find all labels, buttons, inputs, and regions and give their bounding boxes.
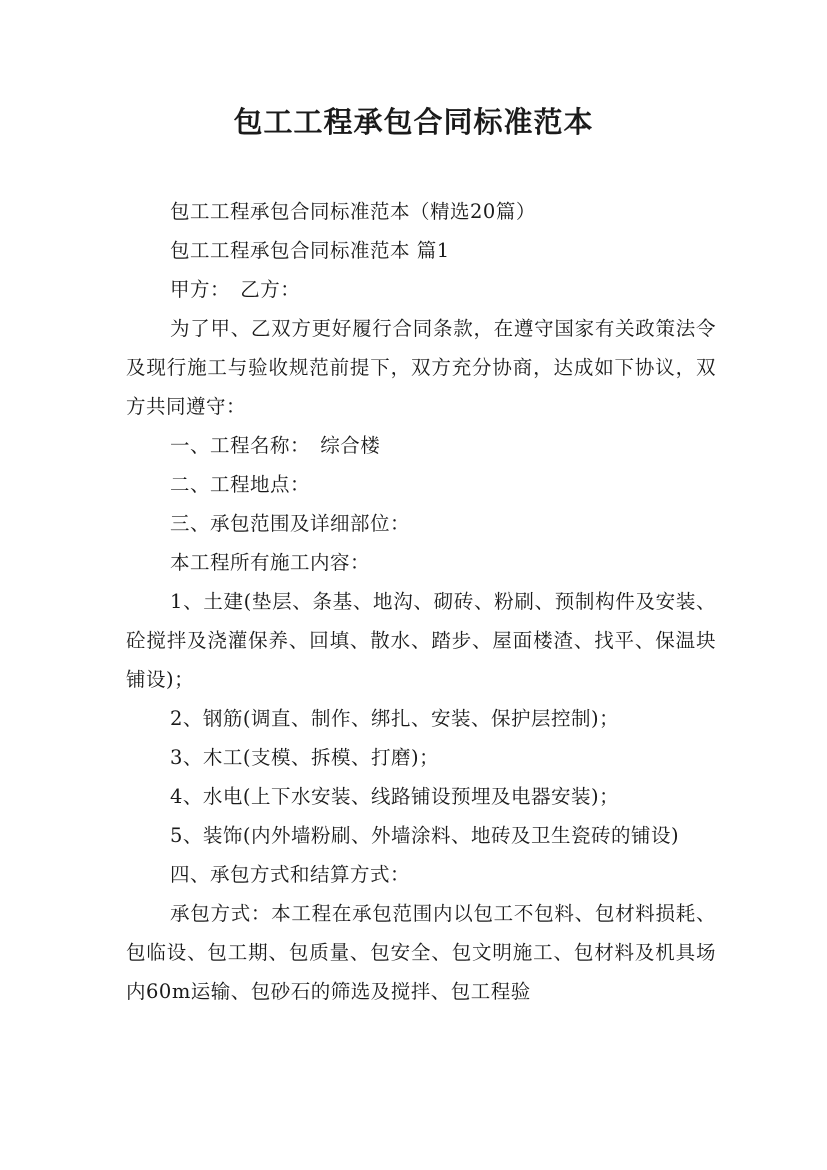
- paragraph-section-heading: 包工工程承包合同标准范本 篇1: [170, 239, 450, 262]
- paragraph-scope-heading: 三、承包范围及详细部位：: [170, 512, 411, 535]
- paragraph-scope-intro: 本工程所有施工内容：: [170, 551, 371, 574]
- paragraph-contract-method-heading: 四、承包方式和结算方式：: [170, 863, 411, 886]
- paragraph-parties: 甲方： 乙方：: [170, 278, 301, 301]
- paragraph-item-rebar: 2、钢筋(调直、制作、绑扎、安装、保护层控制)；: [170, 707, 620, 730]
- paragraph-item-carpentry: 3、木工(支模、拆模、打磨)；: [170, 746, 440, 769]
- paragraph-project-name: 一、工程名称： 综合楼: [170, 434, 381, 457]
- paragraph-item-decoration: 5、装饰(内外墙粉刷、外墙涂料、地砖及卫生瓷砖的铺设): [170, 824, 680, 847]
- paragraph-item-civil: 1、土建(垫层、条基、地沟、砌砖、粉刷、预制构件及安装、砼搅拌及浇灌保养、回填、散水、踏步、屋面楼渣、找平、保温块铺设)；: [126, 590, 716, 691]
- document-title: 包工工程承包合同标准范本: [233, 105, 594, 139]
- document-body: [126, 192, 716, 1011]
- paragraph-subtitle: 包工工程承包合同标准范本（精选20篇）: [170, 200, 536, 223]
- paragraph-preamble: 为了甲、乙双方更好履行合同条款，在遵守国家有关政策法令及现行施工与验收规范前提下，双方充分协商，达成如下协议，双方共同遵守：: [126, 317, 716, 418]
- paragraph-project-location: 二、工程地点：: [170, 473, 311, 496]
- paragraph-contract-method: 承包方式：本工程在承包范围内以包工不包料、包材料损耗、包临设、包工期、包质量、包安全、包文明施工、包材料及机具场内60m运输、包砂石的筛选及搅拌、包工程验: [126, 902, 716, 1003]
- paragraph-item-plumbing-electrical: 4、水电(上下水安装、线路铺设预埋及电器安装)；: [170, 785, 620, 808]
